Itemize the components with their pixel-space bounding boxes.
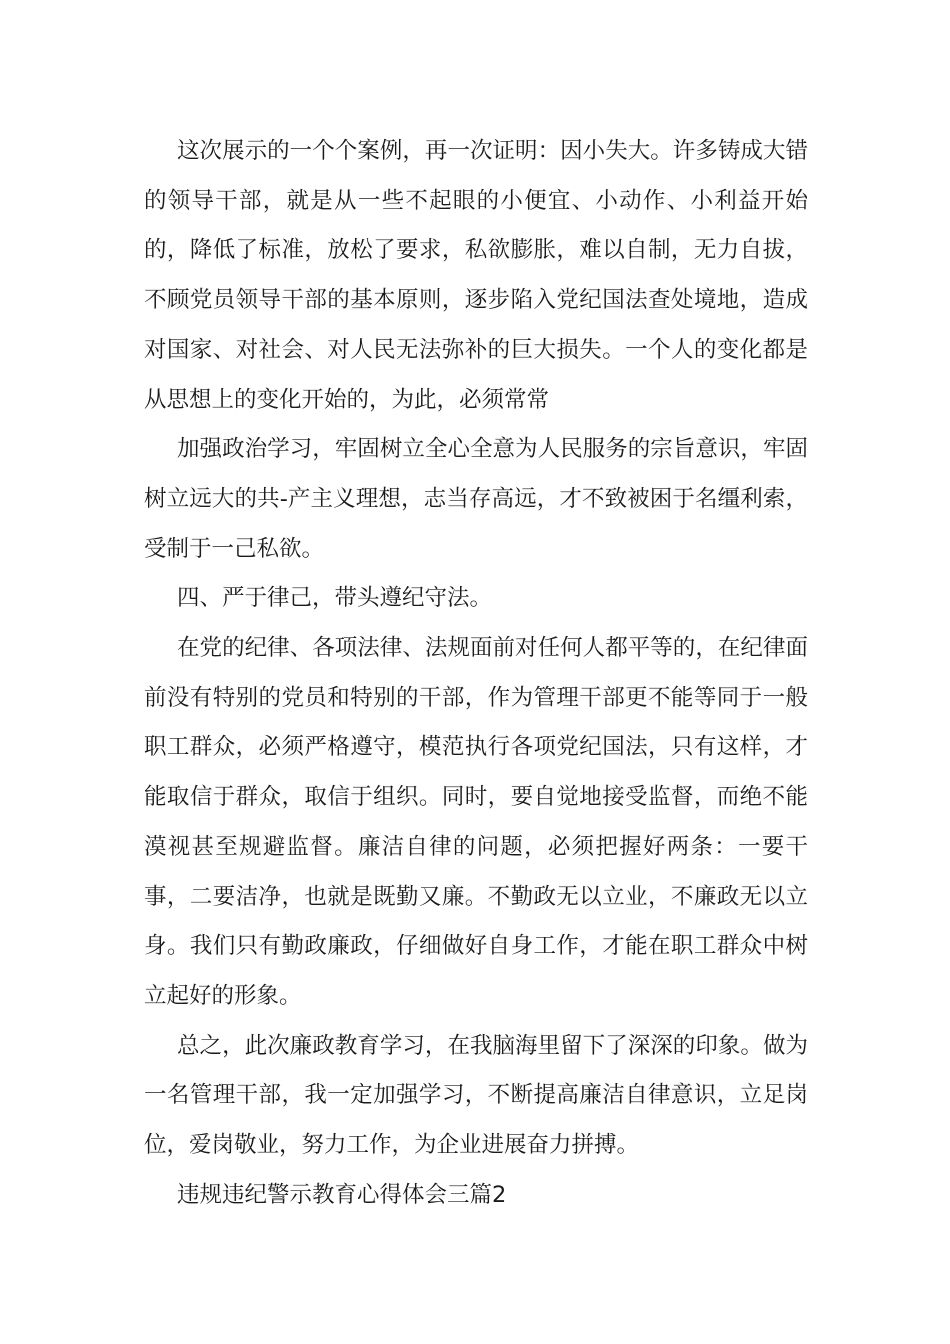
document-body — [144, 127, 808, 1220]
next-article-title: 违规违纪警示教育心得体会三篇2 — [177, 1181, 507, 1208]
paragraph-party-discipline: 在党的纪律、各项法律、法规面前对任何人都平等的，在纪律面前没有特别的党员和特别的干部，作为管理干部更不能等同于一般职工群众，必须严格遵守，模范执行各项党纪国法，只有这样，才能取信于群众，取信于组织。同时，要自觉地接受监督，而绝不能漠视甚至规避监督。廉洁自律的问题，必须把握好两条：一要干事，二要洁净，也就是既勤又廉。不勤政无以立业，不廉政无以立身。我们只有勤政廉政，仔细做好自身工作，才能在职工群众中树立起好的形象。 — [144, 635, 808, 1009]
section-heading-self-discipline: 四、严于律己，带头遵纪守法。 — [177, 585, 493, 612]
paragraph-conclusion: 总之，此次廉政教育学习，在我脑海里留下了深深的印象。做为一名管理干部，我一定加强学习，不断提高廉洁自律意识，立足岗位，爱岗敬业，努力工作，为企业进展奋力拼搏。 — [144, 1032, 808, 1159]
paragraph-case-examples: 这次展示的一个个案例，再一次证明：因小失大。许多铸成大错的领导干部，就是从一些不起眼的小便宜、小动作、小利益开始的，降低了标准，放松了要求，私欲膨胀，难以自制，无力自拔，不顾党员领导干部的基本原则，逐步陷入党纪国法查处境地，造成对国家、对社会、对人民无法弥补的巨大损失。一个人的变化都是从思想上的变化开始的，为此，必须常常 — [144, 138, 808, 413]
paragraph-political-study: 加强政治学习，牢固树立全心全意为人民服务的宗旨意识，牢固树立远大的共-产主义理想，志当存高远，才不致被困于名缰利索，受制于一己私欲。 — [144, 436, 808, 562]
